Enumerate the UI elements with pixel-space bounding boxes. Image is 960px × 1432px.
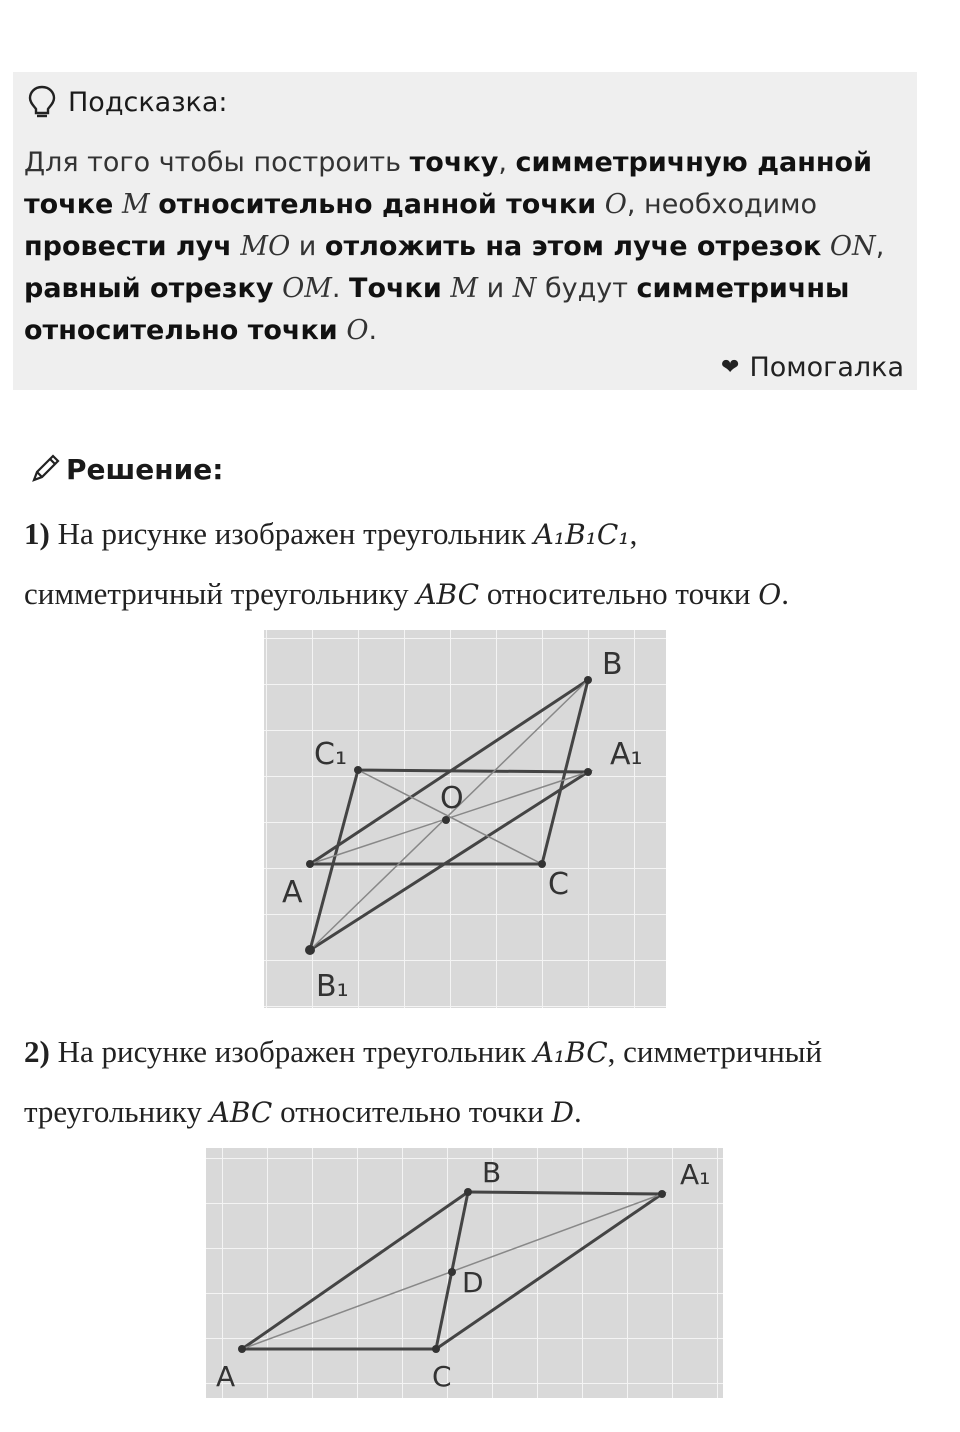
- label-a: A: [282, 875, 303, 910]
- label-a1: A₁: [680, 1158, 711, 1191]
- label-a1: A₁: [610, 737, 643, 772]
- brand-label: Помогалка: [749, 352, 904, 383]
- label-b: B: [602, 647, 623, 682]
- heart-icon: ❤: [721, 355, 740, 380]
- point-a1: [658, 1190, 666, 1198]
- lightbulb-icon: [26, 84, 58, 120]
- point-c1: [354, 766, 362, 774]
- pencil-icon: [28, 452, 62, 486]
- point-c: [432, 1345, 440, 1353]
- point-d: [448, 1268, 456, 1276]
- label-o: O: [440, 781, 464, 816]
- hint-title: Подсказка:: [68, 86, 228, 118]
- label-c: C: [432, 1360, 452, 1393]
- point-a1: [584, 768, 592, 776]
- item1-line2: симметричный треугольнику ABC относительно точки O.: [24, 576, 789, 611]
- point-b1: [305, 945, 315, 955]
- label-c: C: [548, 867, 569, 902]
- point-b: [584, 676, 592, 684]
- hint-text: Для того чтобы построить точку, симметричную данной точке M относительно данной точки O, необходимо провести луч MO и отложить на этом луче отрезок ON, равный отрезку OM. Точки M и N будут симметричны относительно точки O.: [24, 147, 885, 346]
- item2-line1: 2) На рисунке изображен треугольник A₁BC, симметричный: [24, 1034, 823, 1069]
- item2-line2: треугольнику ABC относительно точки D.: [24, 1094, 582, 1129]
- solution-header: [28, 452, 223, 486]
- figure1-drawing: [264, 630, 666, 1008]
- item1-line1: 1) На рисунке изображен треугольник A₁B₁C₁,: [24, 516, 638, 551]
- point-o: [442, 816, 450, 824]
- hint-header: [26, 84, 228, 120]
- solution-title: Решение:: [66, 452, 224, 486]
- point-c: [538, 860, 546, 868]
- point-a: [306, 860, 314, 868]
- label-b1: B₁: [316, 969, 349, 1004]
- figure1-photo: [264, 630, 666, 1008]
- label-d: D: [462, 1266, 484, 1299]
- figure2-photo: [206, 1148, 723, 1398]
- point-a: [238, 1345, 246, 1353]
- label-c1: C₁: [314, 737, 347, 772]
- figure2-drawing: [206, 1148, 723, 1398]
- label-b: B: [482, 1156, 502, 1189]
- label-a: A: [216, 1360, 236, 1393]
- brand-link[interactable]: [721, 352, 904, 383]
- point-b: [464, 1188, 472, 1196]
